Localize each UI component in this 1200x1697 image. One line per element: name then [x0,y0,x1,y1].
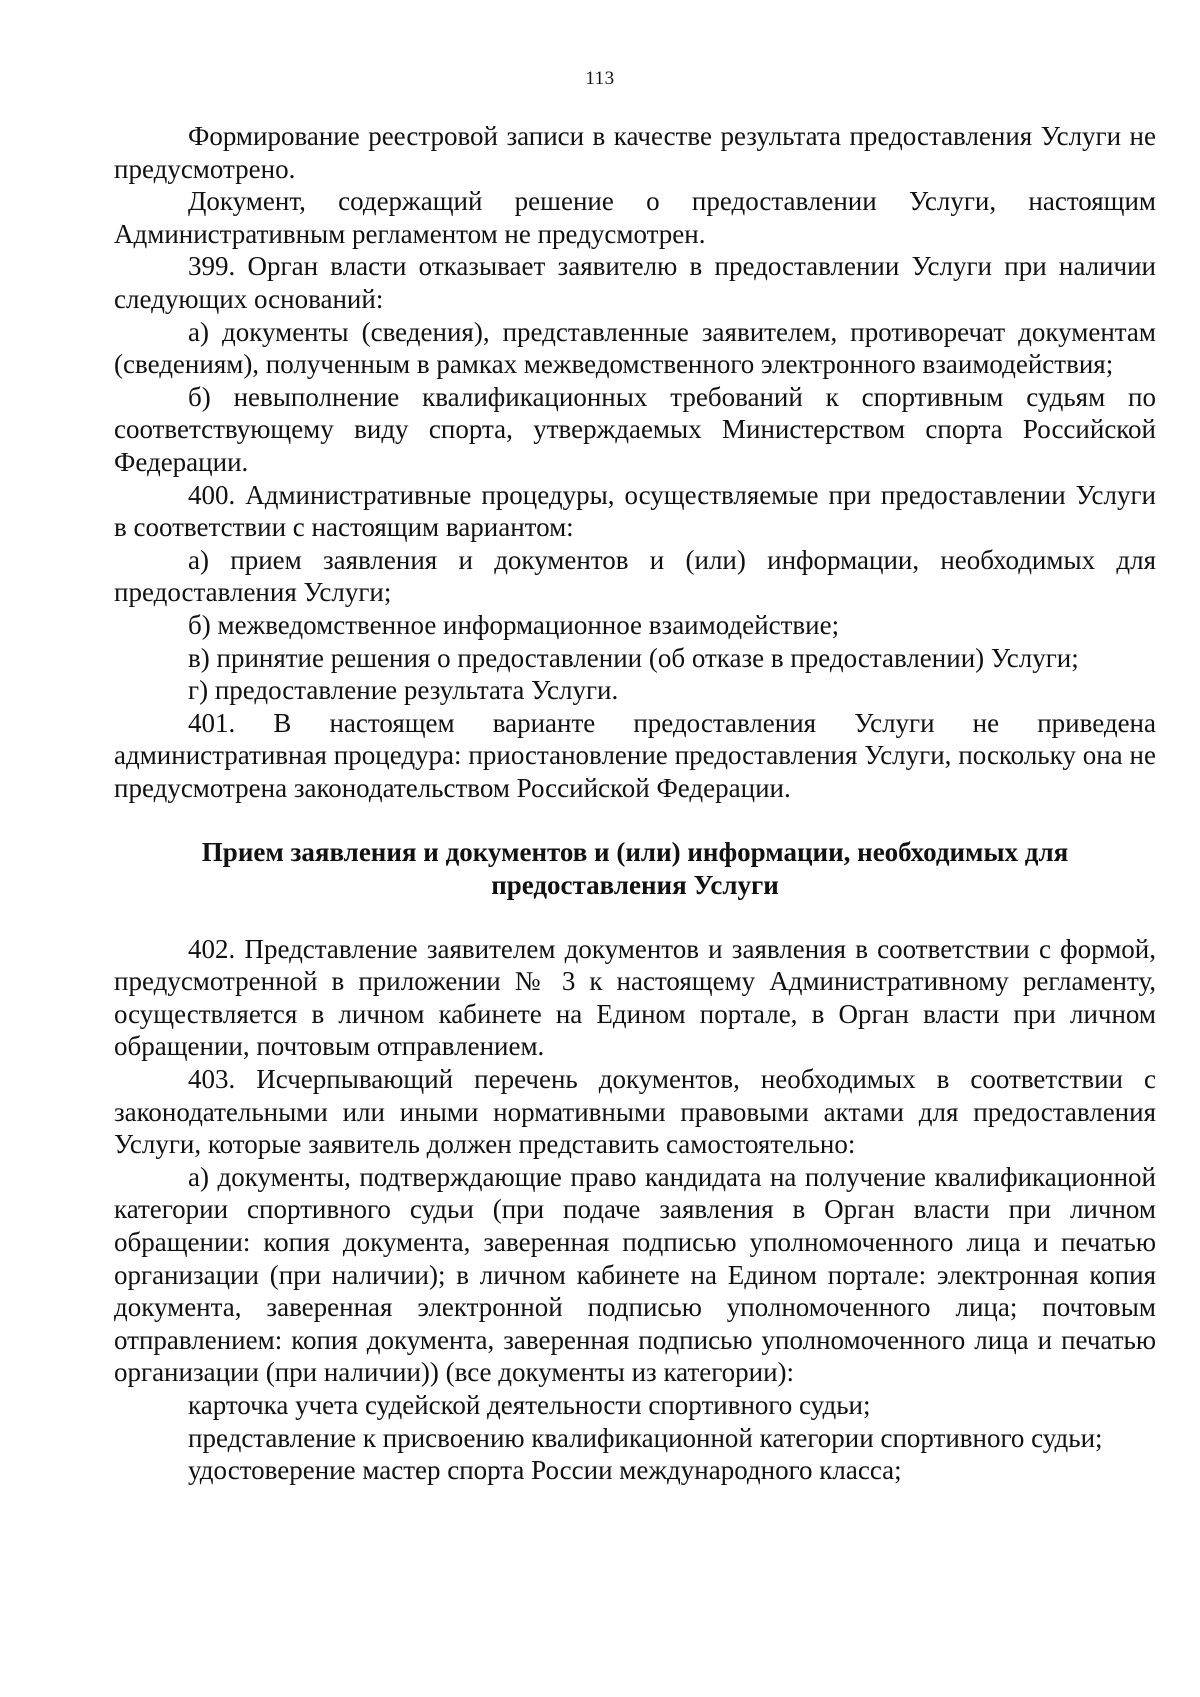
section-heading-line-1: Прием заявления и документов и (или) информации, необходимых для [201,837,1069,868]
paragraph-400-g: г) предоставление результата Услуги. [188,675,619,706]
paragraph-400-v: в) принятие решения о предоставлении (об отказе в предоставлении) Услуги; [188,642,1079,673]
section-heading [114,836,1156,901]
paragraph-399-a: а) документы (сведения), представленные заявителем, противоречат документам (сведениям), полученным в рамках межведомственного электронного взаимодействия; [114,316,1156,380]
paragraph-401: 401. В настоящем варианте предоставления Услуги не приведена административная процедура: приостановление предоставления Услуги, поскольку она не предусмотрена законодательством Российской Федерации. [114,707,1156,803]
paragraph-399: 399. Орган власти отказывает заявителю в предоставлении Услуги при наличии следующих оснований: [114,251,1156,314]
list-item-category-nomination: представление к присвоению квалификационной категории спортивного судьи; [188,1422,1103,1453]
page-number: 113 [585,68,615,89]
paragraph-400-b: б) межведомственное информационное взаимодействие; [188,609,840,640]
paragraph-403: 403. Исчерпывающий перечень документов, необходимых в соответствии с законодательными или иными нормативными правовыми актами для предоставления Услуги, которые заявитель должен представить самостоятельно: [114,1064,1156,1160]
paragraph-400: 400. Административные процедуры, осуществляемые при предоставлении Услуги в соответствии с настоящим вариантом: [114,479,1156,543]
paragraph-399-b: б) невыполнение квалификационных требований к спортивным судьям по соответствующему виду спорта, утверждаемых Министерством спорта Российской Федерации. [114,381,1156,477]
list-item-master-of-sport-certificate: удостоверение мастер спорта России международного класса; [188,1455,902,1486]
paragraph-403-a: а) документы, подтверждающие право кандидата на получение квалификационной категории спортивного судьи (при подаче заявления в Орган власти при личном обращении: копия документа, заверенная подписью уполномоченного лица и печатью организации (при наличии); в личном кабинете на Едином портале: электронная копия документа, заверенная электронной подписью уполномоченного лица; почтовым отправлением: копия документа, заверенная подписью уполномоченного лица и печатью организации (при наличии)) (все документы из категории): [114,1161,1156,1388]
paragraph-registry-record: Формирование реестровой записи в качестве результата предоставления Услуги не предусмотрено. [114,121,1156,184]
list-item-judge-activity-card: карточка учета судейской деятельности спортивного судьи; [188,1389,871,1420]
section-heading-line-2: предоставления Услуги [491,870,779,901]
paragraph-decision-document: Документ, содержащий решение о предоставлении Услуги, настоящим Административным регламентом не предусмотрен. [114,186,1156,249]
paragraph-400-a: а) прием заявления и документов и (или) информации, необходимых для предоставления Услуги; [114,544,1156,608]
paragraph-402: 402. Представление заявителем документов и заявления в соответствии с формой, предусмотренной в приложении № 3 к настоящему Административному регламенту, осуществляется в личном кабинете на Едином портале, в Орган власти при личном обращении, почтовым отправлением. [114,933,1156,1062]
document-body [114,120,1156,1487]
